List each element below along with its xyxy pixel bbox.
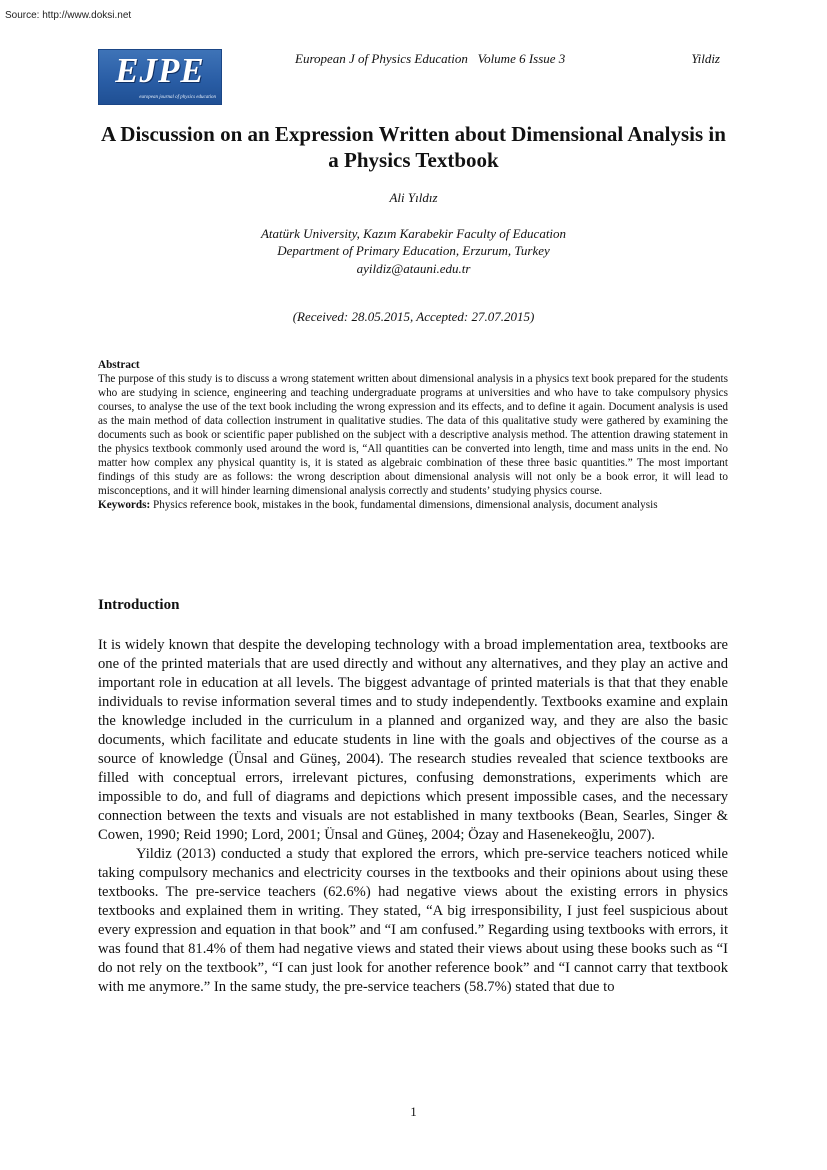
received-accepted-dates: (Received: 28.05.2015, Accepted: 27.07.2015) xyxy=(292,309,535,324)
logo-subtitle: european journal of physics education xyxy=(139,95,216,100)
abstract-section xyxy=(98,358,728,512)
affiliation-line-1: Atatürk University, Kazım Karabekir Faculty of Education xyxy=(260,226,567,241)
logo-text: EJPE xyxy=(115,51,205,90)
page-number: 1 xyxy=(410,1104,417,1119)
ejpe-logo xyxy=(98,49,222,105)
abstract-text: The purpose of this study is to discuss a wrong statement written about dimensional analysis in a physics text book prepared for the students who are studying in science, engineering and teaching undergraduate programs at universities and who have to take compulsory physics courses, to analyse the use of the text book including the wrong expression and its effects, and to define it again. Document analysis is used as the main method of data collection instrument in qualitative studies. The data of this qualitative study were gathered by examining the documents such as book or scientific paper published on the subject with a descriptive analysis method. The attention drawing statement in the physics textbook commonly used around the word is, “All quantities can be converted into length, time and mass units in the end. No matter how complex any physical quantity is, it is stated as algebraic combination of these three basic quantities.” The most important findings of this study are as follows: the wrong description about dimensional analysis will not only be a book error, it will lead to misconceptions, and it will hinder learning dimensional analysis correctly and students’ studying physics course. xyxy=(98,373,728,497)
introduction-heading: Introduction xyxy=(98,597,180,613)
affiliation-line-2: Department of Primary Education, Erzurum, Turkey xyxy=(277,243,550,258)
paper-title: A Discussion on an Expression Written about Dimensional Analysis in a Physics Textbook xyxy=(101,122,726,172)
author-email: ayildiz@atauni.edu.tr xyxy=(356,261,471,276)
keywords-text: Physics reference book, mistakes in the book, fundamental dimensions, dimensional analysis, document analysis xyxy=(150,499,658,511)
running-header-author: Yildiz xyxy=(691,51,720,66)
running-header-journal: European J of Physics Education Volume 6 Issue 3 xyxy=(295,51,566,66)
keywords-label: Keywords: xyxy=(98,499,151,511)
intro-paragraph-1: It is widely known that despite the developing technology with a broad implementation area, textbooks are one of the printed materials that are used directly and without any alternatives, and they play an active and important role in education at all levels. The biggest advantage of printed materials is that that they enable individuals to revise information several times and to study independently. Textbooks examine and explain the knowledge included in the curriculum in a planned and organized way, and they are also the basic documents, which facilitate and educate students in line with the goals and objectives of the course as a source of knowledge (Ünsal and Güneş, 2004). The research studies revealed that science textbooks are filled with conceptual errors, irrelevant pictures, confusing demonstrations, experiments which are impossible to do, and full of diagrams and depictions which present impossible cases, and the necessary connection between the texts and visuals are not established in many textbooks (Bean, Searles, Singer & Cowen, 1990; Reid 1990; Lord, 2001; Ünsal and Güneş, 2004; Özay and Hasenekeoğlu, 2007). xyxy=(98,637,728,843)
intro-paragraph-2: Yildiz (2013) conducted a study that explored the errors, which pre-service teachers noticed while taking compulsory mechanics and electricity courses in the textbooks and their opinions about using these textbooks. The pre-service teachers (62.6%) had negative views about the existing errors in physics textbooks and explained them in writing. They stated, “A big irresponsibility, I just feel suspicious about every expression and equation in that book” and “I am confused.” Regarding using textbooks with errors, it was found that 81.4% of them had negative views and stated their views about using these books such as “I do not rely on the textbook”, “I can just look for another reference book” and “I cannot carry that textbook with me anymore.” In the same study, the pre-service teachers (58.7%) stated that due to xyxy=(98,846,728,995)
abstract-heading: Abstract xyxy=(98,359,140,371)
source-label: Source: http://www.doksi.net xyxy=(5,10,132,21)
author-name: Ali Yıldız xyxy=(389,190,438,205)
introduction-body xyxy=(98,636,728,997)
